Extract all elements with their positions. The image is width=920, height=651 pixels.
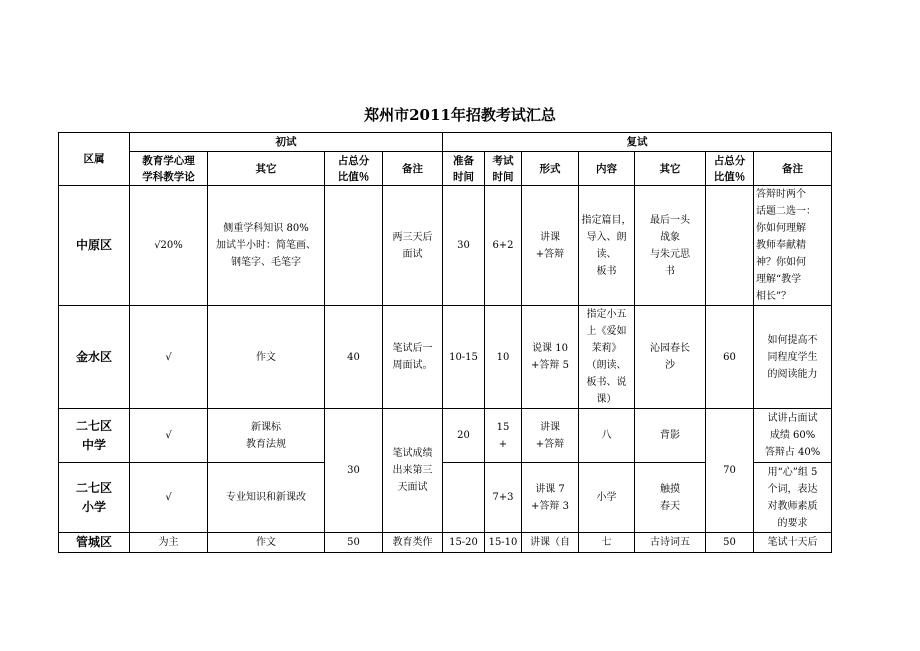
- prep-time-cell: 10-15: [443, 306, 485, 409]
- initial-other-cell: 作文: [208, 533, 325, 553]
- content-cell: 指定小五 上《爱如 茉莉》 （朗读、 板书、说 课）: [579, 306, 635, 409]
- initial-ratio-cell: [325, 186, 383, 306]
- second-other-cell: 最后一头 战象 与朱元思 书: [635, 186, 706, 306]
- second-ratio-cell: [706, 186, 754, 306]
- content-cell: 八: [579, 409, 635, 463]
- header-district: 区属: [59, 133, 130, 186]
- district-cell: 金水区: [59, 306, 130, 409]
- district-cell: 二七区 中学: [59, 409, 130, 463]
- table-row: [59, 306, 832, 409]
- header-content: 内容: [579, 152, 635, 186]
- edu-cell: √20%: [130, 186, 208, 306]
- initial-note-cell: 笔试后一 周面试。: [383, 306, 443, 409]
- document-title: 郑州市2011年招教考试汇总: [364, 106, 556, 124]
- exam-time-cell: 15 +: [485, 409, 522, 463]
- district-cell: 二七区 小学: [59, 463, 130, 533]
- form-cell: 讲课（自: [522, 533, 579, 553]
- second-note-cell: 笔试十天后: [754, 533, 832, 553]
- content-cell: 小学: [579, 463, 635, 533]
- initial-ratio-cell: 50: [325, 533, 383, 553]
- content-cell: 指定篇目， 导入、朗 读、 板书: [579, 186, 635, 306]
- second-other-cell: 触摸 春天: [635, 463, 706, 533]
- second-ratio-cell: 60: [706, 306, 754, 409]
- header-form: 形式: [522, 152, 579, 186]
- header-prep-time: 准备 时间: [443, 152, 485, 186]
- second-other-cell: 沁园春长 沙: [635, 306, 706, 409]
- prep-time-cell: [443, 463, 485, 533]
- header-initial-note: 备注: [383, 152, 443, 186]
- exam-time-cell: 10: [485, 306, 522, 409]
- initial-ratio-cell: 40: [325, 306, 383, 409]
- second-other-cell: 古诗词五: [635, 533, 706, 553]
- prep-time-cell: 15-20: [443, 533, 485, 553]
- header-second-ratio: 占总分 比值％: [706, 152, 754, 186]
- district-cell: 中原区: [59, 186, 130, 306]
- exam-time-cell: 7+3: [485, 463, 522, 533]
- header-initial-other: 其它: [208, 152, 325, 186]
- header-initial-ratio: 占总分 比值％: [325, 152, 383, 186]
- form-cell: 讲课 +答辩: [522, 409, 579, 463]
- initial-other-cell: 新课标 教育法规: [208, 409, 325, 463]
- second-note-cell: 答辩时两个 话题二选一： 你如何理解 教师奉献精 神？你如何 理解“教学 相长”？: [754, 186, 832, 306]
- header-second-note: 备注: [754, 152, 832, 186]
- table-row: [59, 533, 832, 553]
- header-row-columns: [59, 152, 832, 186]
- initial-other-cell: 作文: [208, 306, 325, 409]
- exam-summary-table: [58, 132, 832, 553]
- second-ratio-cell: 70: [706, 409, 754, 533]
- exam-time-cell: 6+2: [485, 186, 522, 306]
- header-second-exam: 复试: [443, 133, 832, 152]
- form-cell: 说课 10 +答辩 5: [522, 306, 579, 409]
- header-row-groups: [59, 133, 832, 152]
- content-cell: 七: [579, 533, 635, 553]
- form-cell: 讲课 7 +答辩 3: [522, 463, 579, 533]
- second-other-cell: 背影: [635, 409, 706, 463]
- second-note-cell: 试讲占面试 成绩 60% 答辩占 40%: [754, 409, 832, 463]
- edu-cell: √: [130, 409, 208, 463]
- second-note-cell: 如何提高不 同程度学生 的阅读能力: [754, 306, 832, 409]
- table-row: [59, 186, 832, 306]
- second-ratio-cell: 50: [706, 533, 754, 553]
- initial-note-cell: 笔试成绩 出来第三 天面试: [383, 409, 443, 533]
- header-second-other: 其它: [635, 152, 706, 186]
- table-row: [59, 409, 832, 463]
- exam-time-cell: 15-10: [485, 533, 522, 553]
- header-initial-exam: 初试: [130, 133, 443, 152]
- header-exam-time: 考试 时间: [485, 152, 522, 186]
- initial-ratio-cell: 30: [325, 409, 383, 533]
- edu-cell: √: [130, 463, 208, 533]
- district-cell: 管城区: [59, 533, 130, 553]
- header-edu-psychology: 教育学心理 学科教学论: [130, 152, 208, 186]
- prep-time-cell: 30: [443, 186, 485, 306]
- initial-note-cell: 教育类作: [383, 533, 443, 553]
- edu-cell: 为主: [130, 533, 208, 553]
- initial-note-cell: 两三天后 面试: [383, 186, 443, 306]
- initial-other-cell: 侧重学科知识 80% 加试半小时：简笔画、 钢笔字、毛笔字: [208, 186, 325, 306]
- edu-cell: √: [130, 306, 208, 409]
- initial-other-cell: 专业知识和新课改: [208, 463, 325, 533]
- prep-time-cell: 20: [443, 409, 485, 463]
- form-cell: 讲课 +答辩: [522, 186, 579, 306]
- second-note-cell: 用“心”组 5 个词，表达 对教师素质 的要求: [754, 463, 832, 533]
